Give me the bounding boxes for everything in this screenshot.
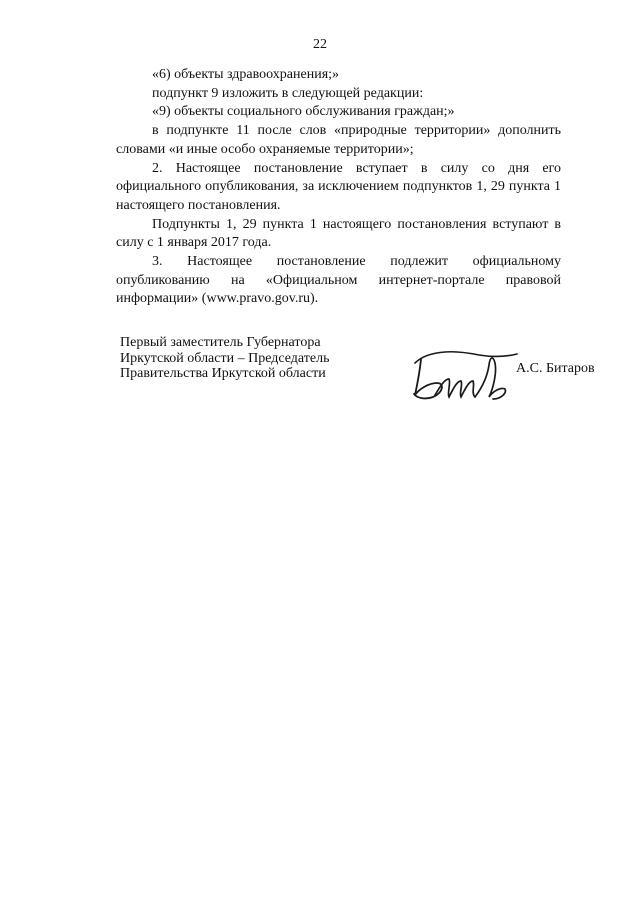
signer-name: А.С. Битаров <box>516 361 595 376</box>
signer-title-line: Иркутской области – Председатель <box>120 350 330 366</box>
signature-block <box>120 335 595 415</box>
paragraph-publication: 3. Настоящее постановление подлежит официальному опубликованию на «Официальном интернет-портале правовой информации» (www.pravo.gov.ru). <box>116 254 561 307</box>
page-number: 22 <box>313 37 327 52</box>
document-body <box>116 66 561 309</box>
paragraph-item-11: в подпункте 11 после слов «природные территории» дополнить словами «и иные особо охраняемые территории»; <box>116 123 561 157</box>
signer-title-line: Правительства Иркутской области <box>120 366 326 381</box>
signer-title-line: Первый заместитель Губернатора <box>120 335 321 350</box>
signer-title <box>120 335 329 382</box>
paragraph-item-9: «9) объекты социального обслуживания граждан;» <box>152 104 455 120</box>
paragraph-item-6: «6) объекты здравоохранения;» <box>152 67 340 82</box>
paragraph-effective-date: 2. Настоящее постановление вступает в силу со дня его официального опубликования, за исключением подпунктов 1, 29 пункта 1 настоящего постановления. <box>116 160 561 213</box>
paragraph-item-9-intro: подпункт 9 изложить в следующей редакции: <box>152 85 424 101</box>
handwritten-signature-icon <box>403 343 523 407</box>
paragraph-exceptions: Подпункты 1, 29 пункта 1 настоящего постановления вступают в силу с 1 января 2017 года. <box>116 216 561 251</box>
